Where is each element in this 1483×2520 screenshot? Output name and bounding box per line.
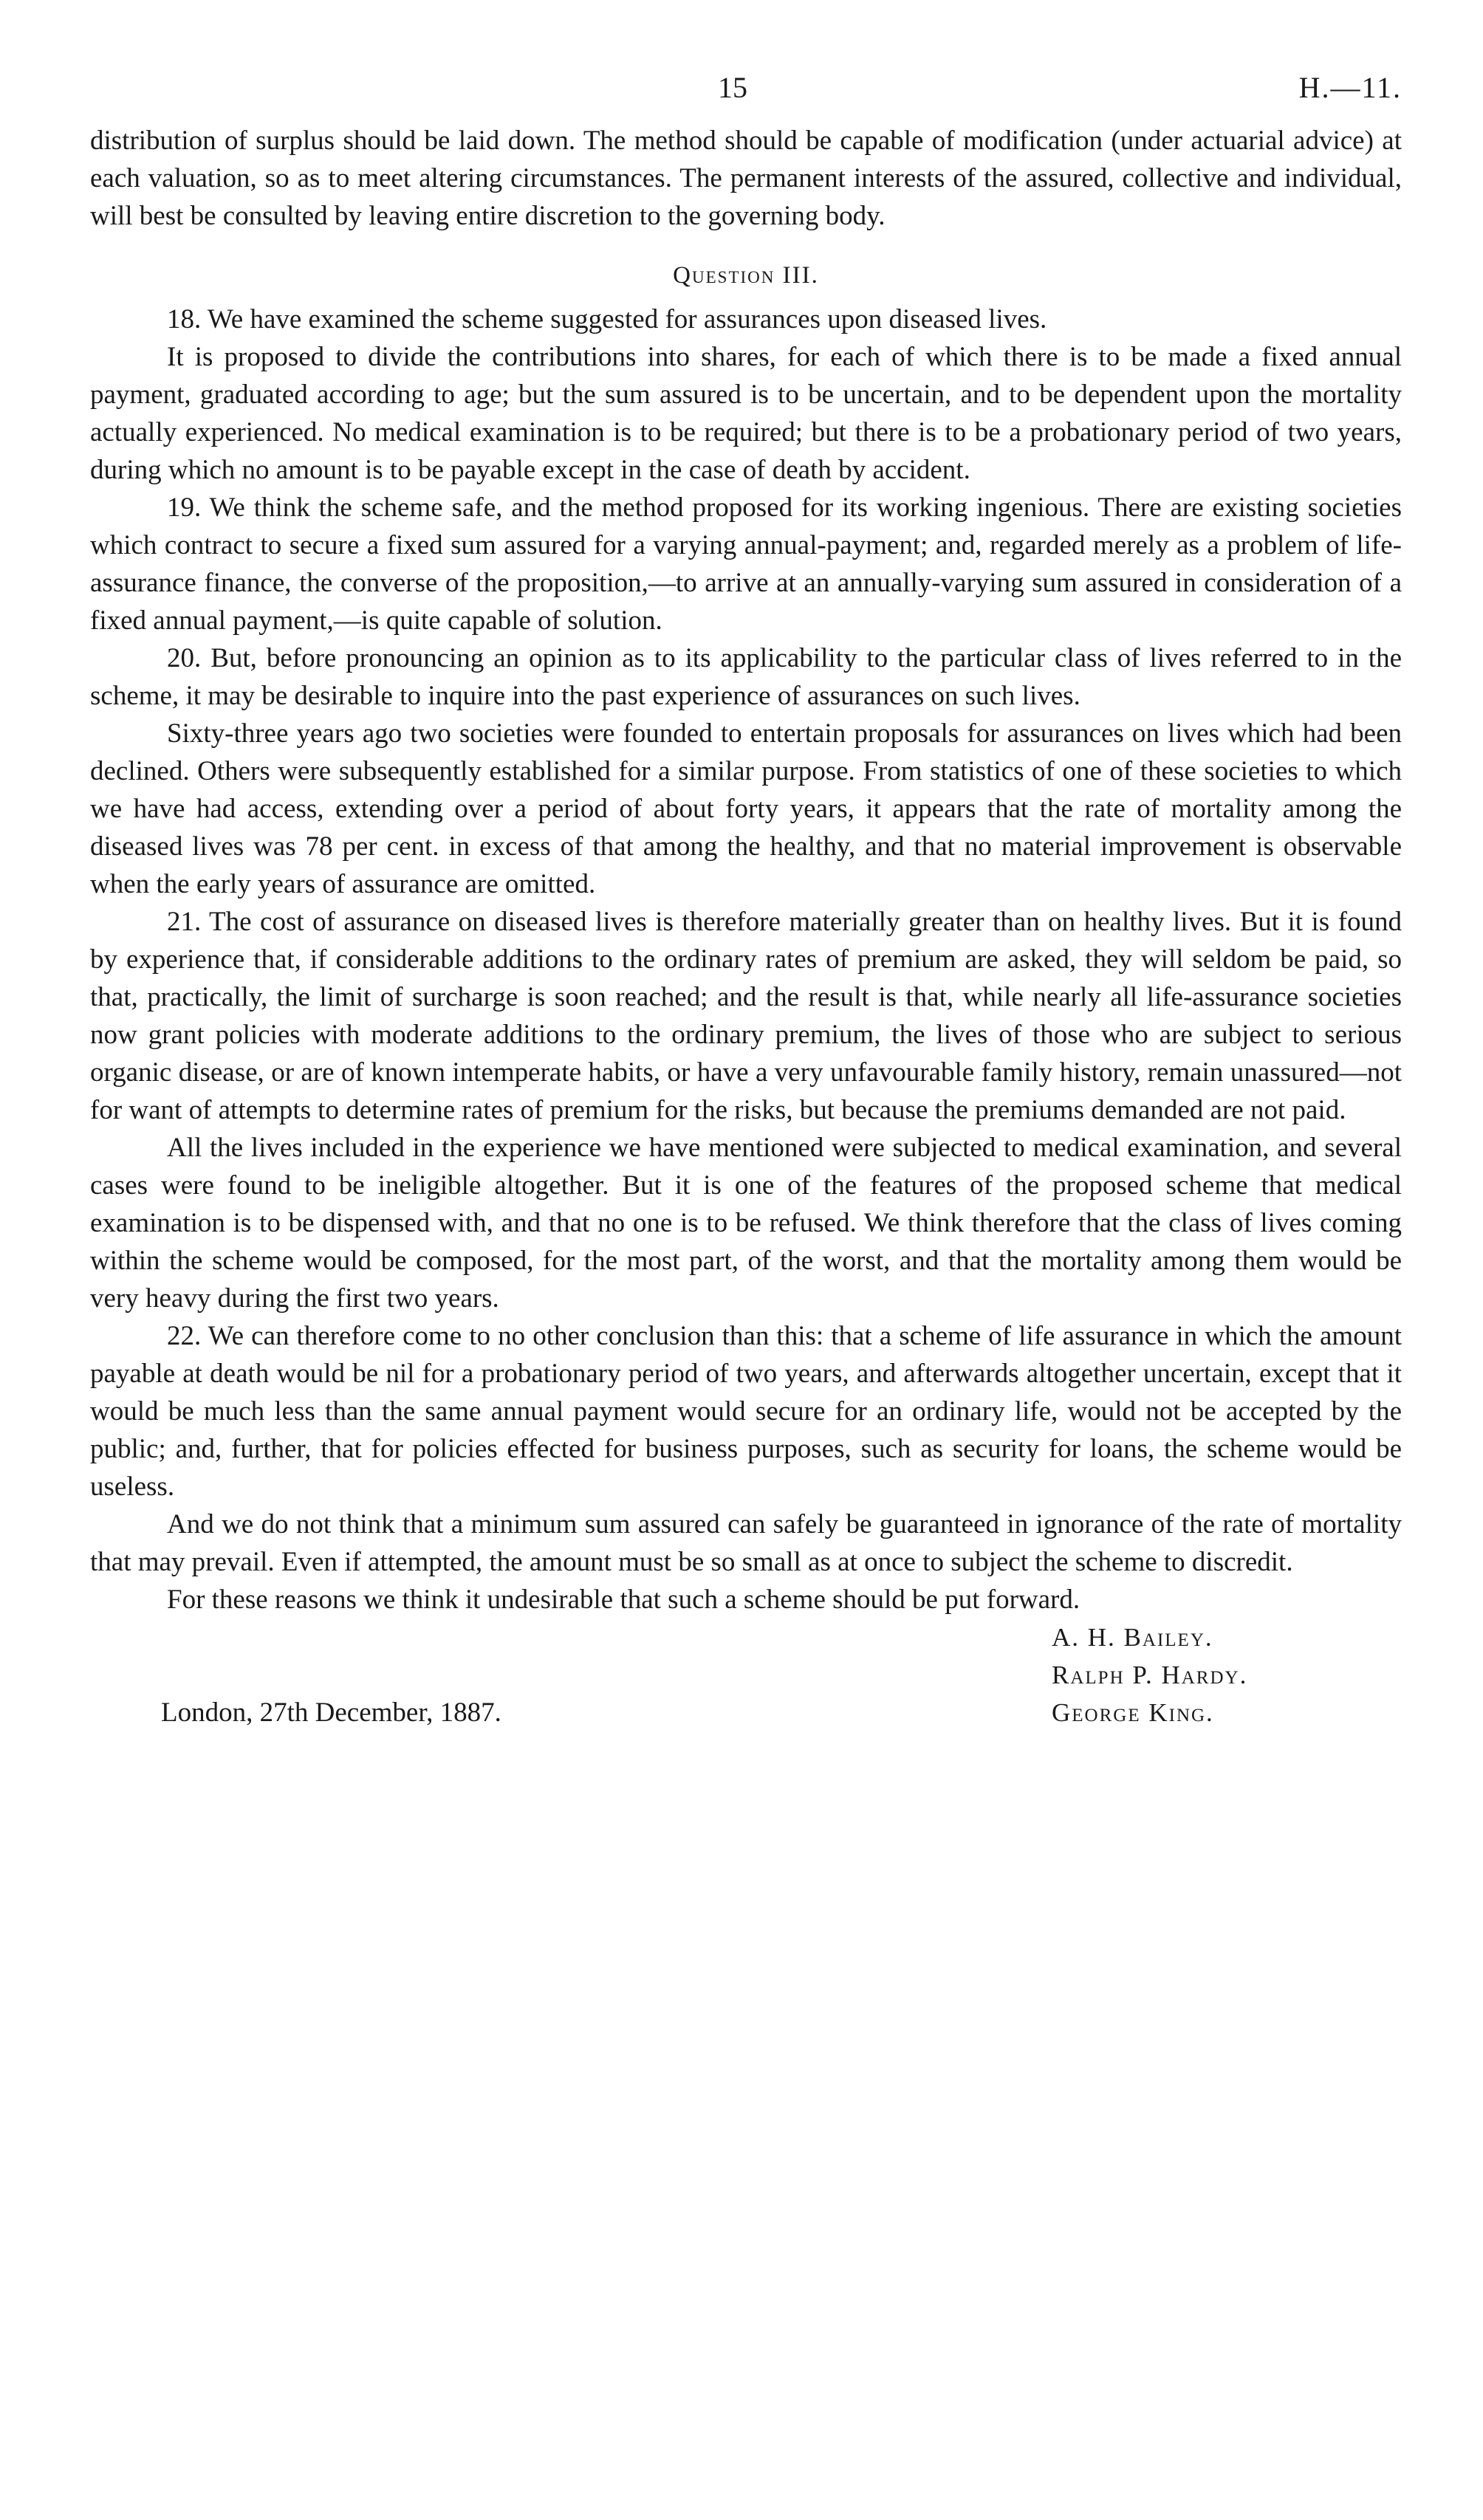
paragraph-societies-history: Sixty-three years ago two societies were founded to entertain proposals for assurances on lives which had been declined. Others were subsequently established for a similar purpose. From statistics of one of these societies to which we have had access, extending over a period of about forty years, it appears that the rate of mortality among the diseased lives was 78 per cent. in excess of that among the healthy, and that no material improvement is observable when the early years of assurance are omitted. (90, 718, 1402, 899)
document-reference: H.—11. (1298, 71, 1402, 104)
paragraph-minimum-sum: And we do not think that a minimum sum assured can safely be guaranteed in ignorance of the rate of mortality that may prevail. Even if attempted, the amount must be so small as at once to subject the scheme to discredit. (90, 1509, 1402, 1577)
date-line: London, 27th December, 1887. (161, 1697, 501, 1728)
signature-block (90, 1618, 1402, 1737)
paragraph-20: 20. But, before pronouncing an opinion as to its applicability to the particular class of lives referred to in the scheme, it may be desirable to inquire into the past experience of assurances on such lives. (90, 643, 1402, 711)
page-header (90, 70, 1402, 122)
paragraph-medical-examination: All the lives included in the experience we have mentioned were subjected to medical examination, and several cases were found to be ineligible altogether. But it is one of the features of the proposed scheme that medical examination is to be dispensed with, and that no one is to be refused. We think therefore that the class of lives coming within the scheme would be composed, for the most part, of the worst, and that the mortality among them would be very heavy during the first two years. (90, 1133, 1402, 1314)
paragraph-18: 18. We have examined the scheme suggested for assurances upon diseased lives. (167, 304, 1047, 334)
paragraph-19: 19. We think the scheme safe, and the method proposed for its working ingenious. There are existing societies which contract to secure a fixed sum assured for a varying annual-payment; and, regarded merely as a problem of life-assurance finance, the converse of the proposition,—to arrive at an annually-varying sum assured in consideration of a fixed annual payment,—is quite capable of solution. (90, 492, 1402, 636)
continued-paragraph: distribution of surplus should be laid down. The method should be capable of modification (under actuarial advice) at each valuation, so as to meet altering circumstances. The permanent interests of the assured, collective and individual, will best be consulted by leaving entire discretion to the governing body. (90, 126, 1402, 231)
paragraph-22: 22. We can therefore come to no other conclusion than this: that a scheme of life assurance in which the amount payable at death would be nil for a probationary period of two years, and afterwards altogether uncertain, except that it would be much less than the same annual payment would secure for an ordinary life, would not be accepted by the public; and, further, that for policies effected for business purposes, such as security for loans, the scheme would be useless. (90, 1321, 1402, 1502)
signatory-hardy: Ralph P. Hardy. (1052, 1661, 1248, 1689)
signatory-bailey: A. H. Bailey. (1052, 1623, 1213, 1652)
signatories (1052, 1618, 1247, 1731)
section-heading: Question III. (673, 262, 819, 289)
page-number: 15 (718, 71, 747, 104)
signatory-king: George King. (1052, 1698, 1214, 1727)
document-body (90, 122, 1402, 1618)
paragraph-conclusion: For these reasons we think it undesirable that such a scheme should be put forward. (167, 1585, 1080, 1615)
document-page (90, 70, 1402, 1737)
paragraph-21: 21. The cost of assurance on diseased lives is therefore materially greater than on healthy lives. But it is found by experience that, if considerable additions to the ordinary rates of premium are asked, they will seldom be paid, so that, practically, the limit of surcharge is soon reached; and the result is that, while nearly all life-assurance societies now grant policies with moderate additions to the ordinary premium, the lives of those who are subject to serious organic disease, or are of known intemperate habits, or have a very unfavourable family history, remain unassured—not for want of attempts to determine rates of premium for the risks, but because the premiums demanded are not paid. (90, 907, 1402, 1125)
paragraph-scheme-description: It is proposed to divide the contributions into shares, for each of which there is to be made a fixed annual payment, graduated according to age; but the sum assured is to be uncertain, and to be dependent upon the mortality actually experienced. No medical examination is to be required; but there is to be a probationary period of two years, during which no amount is to be payable except in the case of death by accident. (90, 342, 1402, 485)
